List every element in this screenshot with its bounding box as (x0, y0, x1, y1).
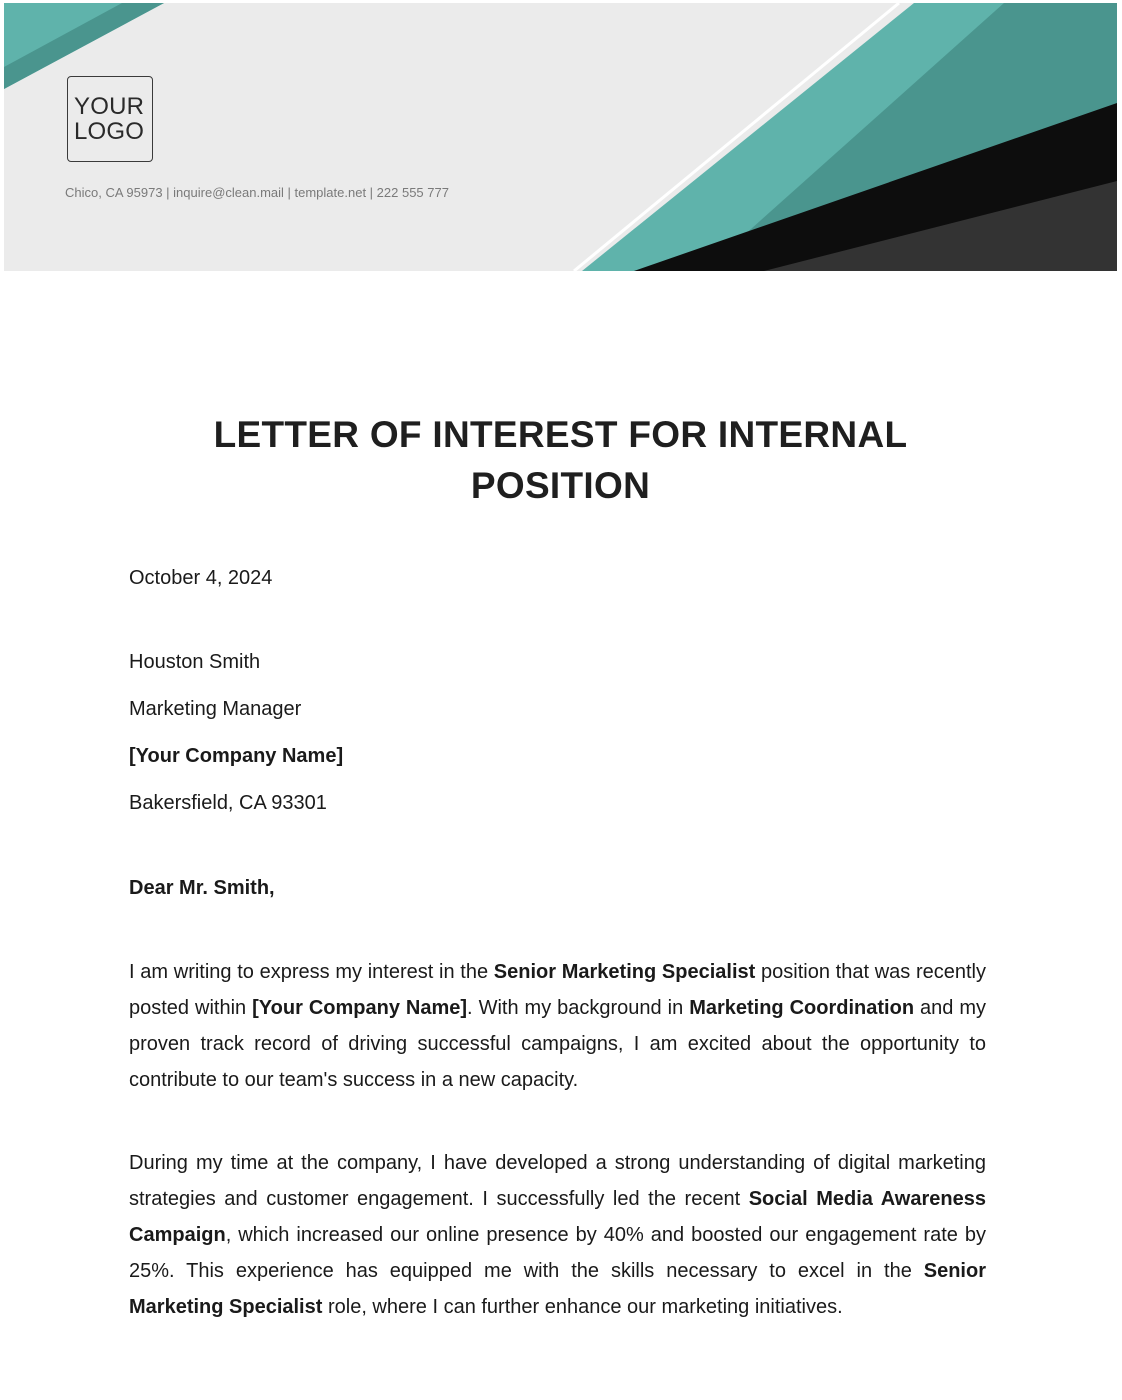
background-bold: Marketing Coordination (689, 997, 915, 1019)
paragraph-text: . With my background in (467, 997, 690, 1019)
title-line-2: POSITION (470, 465, 651, 506)
recipient-block (129, 644, 986, 832)
paragraph-text: , which increased our online presence by 40% and boosted our engagement rate by 25%. This experience has equipped me with the skills necessary to excel in the (129, 1224, 986, 1282)
logo-line-2: LOGO (74, 118, 145, 145)
position-name-bold: Senior Marketing Specialist (493, 961, 756, 983)
letter-date: October 4, 2024 (129, 567, 273, 589)
letter-title (114, 409, 1007, 511)
company-name-bold: [Your Company Name] (252, 997, 468, 1019)
recipient-title: Marketing Manager (129, 698, 302, 720)
recipient-company: [Your Company Name] (129, 745, 344, 767)
recipient-name: Houston Smith (129, 651, 261, 673)
letterhead-banner (4, 3, 1117, 271)
contact-info: Chico, CA 95973 | inquire@clean.mail | template.net | 222 555 777 (65, 185, 449, 200)
letter-page (4, 3, 1117, 1400)
campaign-name-bold: Social Media Awareness Campaign (129, 1188, 986, 1246)
paragraph-text: I am writing to express my interest in the (129, 961, 494, 983)
paragraph-text: position that was recently posted within (129, 961, 987, 1019)
body-paragraph-2 (129, 1145, 986, 1325)
company-logo-placeholder (67, 76, 153, 162)
logo-line-1: YOUR (74, 93, 145, 120)
paragraph-text: role, where I can further enhance our marketing initiatives. (322, 1296, 843, 1318)
position-name-bold: Senior Marketing Specialist (129, 1260, 986, 1318)
decorative-banner-shapes (4, 3, 1117, 271)
logo-text (74, 94, 146, 144)
paragraph-text: and my proven track record of driving successful campaigns, I am excited about the opportunity to contribute to our team's success in a new capacity. (129, 997, 987, 1091)
recipient-address: Bakersfield, CA 93301 (129, 792, 327, 814)
title-line-1: LETTER OF INTEREST FOR INTERNAL (213, 414, 908, 455)
body-paragraph-1 (129, 954, 986, 1098)
salutation: Dear Mr. Smith, (129, 877, 275, 899)
paragraph-text: During my time at the company, I have developed a strong understanding of digital marketing strategies and customer engagement. I successfully led the recent (129, 1152, 986, 1210)
